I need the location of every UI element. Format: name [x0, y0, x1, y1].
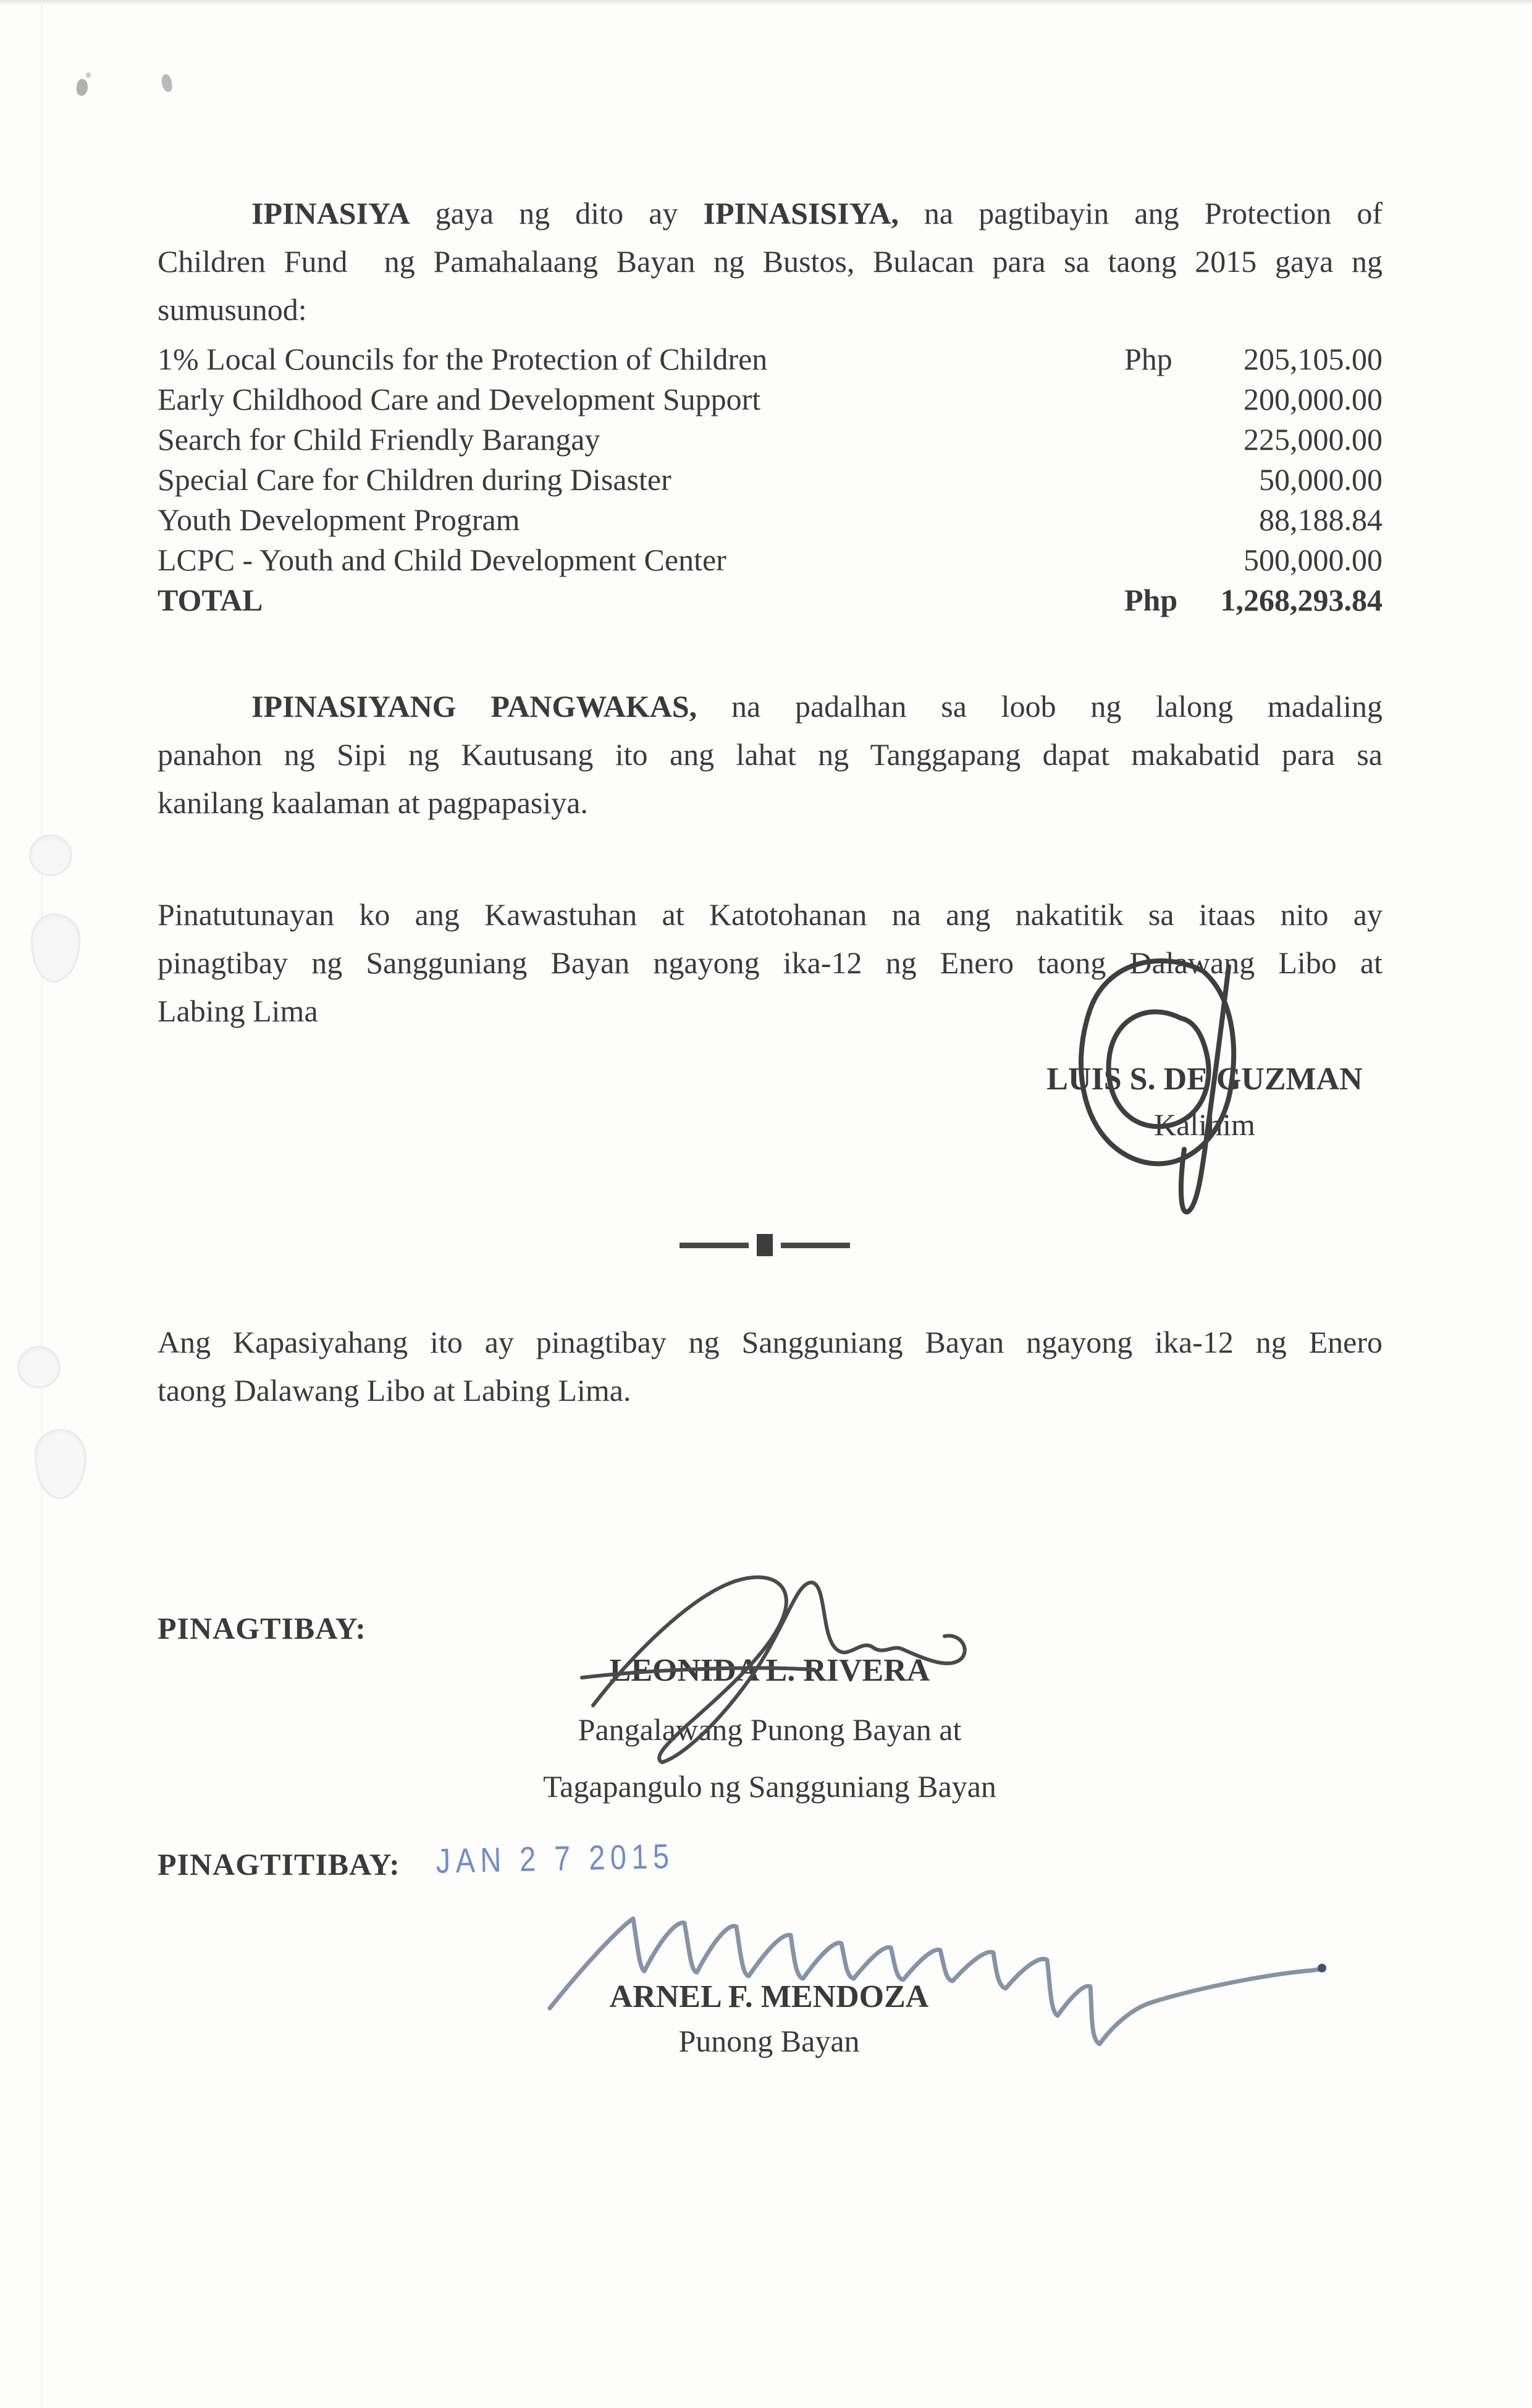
secretary-title: Kalihim	[1154, 1107, 1255, 1142]
paragraph-line: pinagtibay ng Sangguniang Bayan ngayong ika-12 ng Enero taong Dalawang Libo at	[158, 945, 1383, 980]
row-label: LCPC - Youth and Child Development Center	[158, 543, 726, 577]
row-amount: 205,105.00	[1244, 342, 1383, 376]
section-divider	[680, 1233, 859, 1257]
table-total-row	[158, 580, 1383, 620]
enactment-paragraph	[158, 1318, 1383, 1414]
presiding-officer-name: LEONIDA L. RIVERA	[609, 1653, 930, 1688]
scan-fold-line	[41, 0, 43, 2408]
paragraph-line: IPINASIYANG PANGWAKAS, na padalhan sa loob ng lalong madaling	[251, 689, 1383, 724]
total-label: TOTAL	[158, 583, 263, 617]
row-amount: 500,000.00	[1244, 543, 1383, 577]
mayor-title: Punong Bayan	[678, 2024, 860, 2058]
paragraph-line: taong Dalawang Libo at Labing Lima.	[158, 1373, 631, 1408]
approval-label: PINAGTITIBAY:	[158, 1847, 400, 1882]
resolution-paragraph	[158, 189, 1383, 334]
row-label: 1% Local Councils for the Protection of Children	[158, 342, 768, 376]
table-row	[158, 460, 1383, 500]
hole-punch-ghost	[35, 1429, 86, 1499]
presiding-officer-block	[523, 1652, 1017, 1805]
divider-line	[781, 1243, 850, 1248]
hole-punch-ghost	[29, 834, 72, 876]
certification-paragraph	[158, 890, 1383, 1035]
paragraph-line: kanilang kaalaman at pagpapasiya.	[158, 785, 588, 820]
row-label: Special Care for Children during Disaster	[158, 462, 671, 497]
paragraph-line: Labing Lima	[158, 994, 318, 1028]
table-row	[158, 379, 1383, 420]
paragraph-line: Ang Kapasiyahang ito ay pinagtibay ng Sangguniang Bayan ngayong ika-12 ng Enero	[158, 1325, 1383, 1359]
secretary-name: LUIS S. DE GUZMAN	[1046, 1062, 1363, 1097]
bold-term: IPINASISIYA,	[703, 196, 899, 230]
row-label: Early Childhood Care and Development Support	[158, 382, 761, 416]
row-amount: 50,000.00	[1259, 462, 1383, 497]
bold-term: IPINASIYA	[251, 196, 410, 230]
row-amount: 200,000.00	[1244, 382, 1383, 416]
ink-smudge	[75, 78, 89, 96]
mayor-name: ARNEL F. MENDOZA	[609, 1979, 929, 2014]
row-label: Search for Child Friendly Barangay	[158, 422, 600, 457]
paragraph-line: sumusunod:	[158, 292, 307, 327]
total-amount: 1,268,293.84	[1220, 583, 1383, 617]
row-amount: 88,188.84	[1259, 502, 1383, 537]
row-label: Youth Development Program	[158, 502, 520, 537]
divider-line	[680, 1243, 749, 1248]
table-row	[158, 540, 1383, 580]
currency-label: Php	[1124, 583, 1178, 617]
paragraph-line: panahon ng Sipi ng Kautusang ito ang lahat ng Tanggapang dapat makabatid para sa	[158, 737, 1383, 772]
ink-speck	[86, 72, 91, 78]
adoption-label: PINAGTIBAY:	[158, 1611, 366, 1645]
divider-square	[757, 1234, 773, 1256]
date-stamp: JAN 2 7 2015	[435, 1836, 675, 1880]
secretary-signature-block	[958, 1061, 1452, 1143]
presiding-officer-title: Pangalawang Punong Bayan at	[578, 1712, 962, 1747]
hole-punch-ghost	[17, 1346, 61, 1388]
row-amount: 225,000.00	[1244, 422, 1383, 457]
ink-smudge	[161, 74, 173, 93]
bold-term: IPINASIYANG PANGWAKAS,	[251, 689, 697, 724]
table-row	[158, 500, 1383, 540]
resolution-paragraph	[158, 682, 1383, 827]
table-row	[158, 339, 1383, 379]
paragraph-line: Pinatutunayan ko ang Kawastuhan at Katotohanan na ang nakatitik sa itaas nito ay	[158, 897, 1383, 932]
presiding-officer-title: Tagapangulo ng Sangguniang Bayan	[543, 1769, 996, 1804]
hole-punch-ghost	[31, 913, 80, 982]
paragraph-line: IPINASIYA gaya ng dito ay IPINASISIYA, na pagtibayin ang Protection of	[251, 196, 1383, 230]
paragraph-line: Children Fund ng Pamahalaang Bayan ng Bustos, Bulacan para sa taong 2015 gaya ng	[158, 244, 1383, 279]
currency-label: Php	[1124, 342, 1172, 376]
mayor-signature-block	[522, 1979, 1016, 2059]
pen-dot	[1318, 1964, 1326, 1972]
table-row	[158, 420, 1383, 460]
